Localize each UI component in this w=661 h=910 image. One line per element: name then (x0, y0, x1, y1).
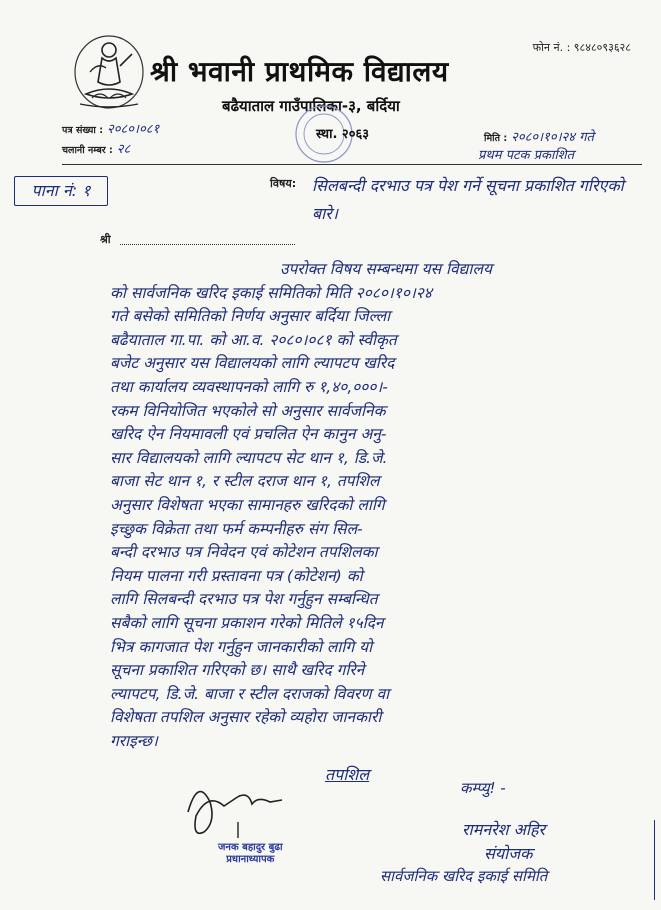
date-label: मिति : (484, 133, 508, 144)
subject-label: विषय: (270, 177, 297, 190)
coordinator-title: संयोजक (484, 844, 533, 863)
body-line: अनुसार विशेषता भएका सामानहरु खरिदको लागि (110, 495, 385, 514)
school-logo (72, 32, 146, 110)
date-value: २०८०।१०।२४ गते (511, 130, 594, 145)
body-line: उपरोक्त विषय सम्बन्धमा यस विद्यालय (280, 260, 492, 278)
body-line: बजेट अनुसार यस विद्यालयको लागि ल्यापटप खरिद (110, 354, 395, 373)
details-heading: तपशिल (325, 765, 370, 784)
body-line: को सार्वजनिक खरिद इकाई समितिको मिति २०८०।१०।२४ (110, 283, 432, 302)
coordinator-name: रामनरेश अहिर (462, 820, 546, 839)
body-line: बन्दी दरभाउ पत्र निवेदन एवं कोटेशन तपशिलका (110, 543, 378, 562)
addressee-dotted-line (120, 244, 295, 245)
letter-body (110, 258, 650, 753)
salutation-shree: श्री (100, 233, 111, 246)
school-name: श्री भवानी प्राथमिक विद्यालय (150, 55, 449, 88)
reference-label: पत्र संख्या : (62, 125, 104, 136)
body-line: रकम विनियोजित भएकोले सो अनुसार सार्वजनिक (110, 401, 386, 420)
body-line: ल्यापटप, डि.जे. बाजा र स्टील दराजको विवरण वा (110, 684, 390, 703)
reference-value: २०८०।०८१ (107, 122, 160, 137)
committee-name: सार्वजनिक खरिद इकाई समिति (380, 867, 548, 885)
body-line: नियम पालना गरी प्रस्तावना पत्र (कोटेशन) को (110, 566, 363, 585)
copy-mark: कम्प्यु! - (460, 779, 506, 797)
body-line: तथा कार्यालय व्यवस्थापनको लागि रु १,४०,०००।- (110, 377, 388, 396)
header-divider (62, 164, 642, 165)
body-line: गराइन्छ। (110, 731, 158, 750)
body-line: इच्छुक विक्रेता तथा फर्म कम्पनीहरु संग सिल- (110, 519, 363, 538)
school-address: बढैयाताल गाउँपालिका-३, बर्दिया (222, 97, 400, 115)
dispatch-label: चलानी नम्बर : (62, 145, 113, 156)
date-row (484, 126, 594, 145)
phone-number: फोन नं. : ९८४८०९३६२८ (532, 41, 631, 54)
body-line: सबैको लागि सूचना प्रकाशन गरेको मितिले १५दिन (110, 613, 384, 632)
body-line: लागि सिलबन्दी दरभाउ पत्र पेश गर्नुहुन सम्बन्धित (110, 590, 378, 609)
page-number-box: पाना नं: १ (14, 176, 108, 206)
dispatch-value: २८ (116, 142, 131, 157)
body-line: सार विद्यालयको लागि ल्यापटप सेट थान १, डि.जे. (110, 448, 388, 467)
principal-title: प्रधानाध्यापक (226, 854, 275, 865)
body-line: भित्र कागजात पेश गर्नुहुन जानकारीको लागि यो (110, 637, 373, 656)
dispatch-number-row (62, 138, 130, 157)
body-line: खरिद ऐन नियमावली एवं प्रचलित ऐन कानुन अनु- (110, 425, 387, 444)
principal-signature (178, 772, 288, 842)
body-line: विशेषता तपशिल अनुसार रहेको व्यहोरा जानकारी (110, 708, 382, 727)
body-line: बाजा सेट थान १, र स्टील दराज थान १, तपशिल (110, 472, 380, 491)
principal-name: जनक बहादुर बुढा (218, 842, 283, 853)
publish-note: प्रथम पटक प्रकाशित (478, 148, 575, 163)
principal-stamp-block (218, 842, 283, 866)
established-year: स्था. २०६३ (316, 127, 369, 142)
body-line: बढैयाताल गा.पा. को आ.व. २०८०।०८१ को स्वीकृत (110, 330, 397, 349)
subject-text: सिलबन्दी दरभाउ पत्र पेश गर्ने सूचना प्रकाशित गरिएको बारे। (312, 176, 624, 223)
body-line: गते बसेको समितिको निर्णय अनुसार बर्दिया जिल्ला (110, 307, 391, 326)
signature-bracket (648, 820, 655, 900)
body-line: सूचना प्रकाशित गरिएको छ। साथै खरिद गरिने (110, 661, 365, 680)
reference-number-row (62, 118, 159, 137)
